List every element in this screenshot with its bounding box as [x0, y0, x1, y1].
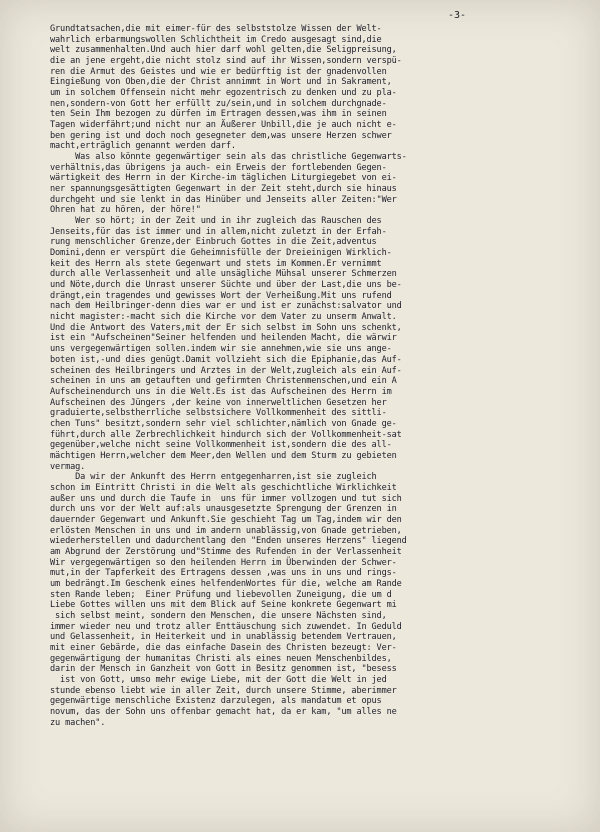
text-line: durch alle Verlassenheit und alle unsägliche Mühsal unserer Schmerzen — [50, 269, 397, 280]
text-line: Was also könnte gegenwärtiger sein als das christliche Gegenwarts- — [50, 152, 407, 163]
text-line: Tagen widerfährt;und nicht nur an Äußerer Unbill,die je auch nicht e- — [50, 120, 397, 131]
text-line: novum, das der Sohn uns offenbar gemacht hat, da er kam, "um alles ne — [50, 707, 397, 717]
text-line: Wer so hört; in der Zeit und in ihr zugleich das Rauschen des — [50, 216, 382, 227]
text-line: außer uns und durch die Taufe in uns für immer vollzogen und tut sich — [50, 493, 402, 504]
text-line: Liebe Gottes willen uns mit dem Blick auf Seine konkrete Gegenwart mi — [50, 600, 397, 611]
text-line: uns vergegenwärtigen sollen.indem wir sie annehmen,wie sie uns ange- — [50, 344, 392, 355]
text-line: stunde ebenso liebt wie in aller Zeit, durch unsere Stimme, aberimmer — [50, 685, 397, 696]
text-line: um bedrängt.Im Geschenk eines helfendenWortes für die, welche am Rande — [50, 578, 402, 589]
text-line: Domini,denn er verspürt die Geheimnisfülle der Dreieinigen Wirklich- — [50, 248, 392, 259]
text-line: ten Sein Ihm bezogen zu dürfen im Ertragen dessen,was ihm in seinen — [50, 109, 387, 120]
text-line: führt,durch alle Zerbrechlichkeit hindurch sich der Vollkommenheit-sat — [50, 429, 402, 440]
text-line: gegenüber,welche nicht seine Vollkommenheit ist,sondern die des all- — [50, 440, 392, 451]
text-line: erlösten Menschen in uns und im andern unablässig,von Gnade getrieben, — [50, 525, 402, 536]
text-line: ist von Gott, umso mehr ewige Liebe, mit der Gott die Welt in jed — [50, 674, 387, 685]
text-line: wärtigkeit des Herrn in der Kirche-im täglichen Liturgiegebet von ei- — [50, 173, 397, 184]
text-line: zu machen". — [50, 717, 106, 728]
text-line: immer wieder neu und trotz aller Enttäuschung sich zuwendet. In Geduld — [50, 621, 402, 632]
typescript-body — [50, 24, 595, 728]
text-line: Aufscheinen des Jüngers ,der keine von innerweltlichen Gesetzen her — [50, 397, 387, 408]
text-line: ben gering ist und doch noch gesegneter dem,was unsere Herzen schwer — [50, 130, 392, 141]
text-line: schon im Eintritt Christi in die Welt als geschichtliche Wirklichkeit — [50, 482, 397, 493]
text-line: ren die Armut des Geistes und wie er bedürftig ist der gnadenvollen — [50, 66, 387, 77]
text-line: gegenwärtigung der humanitas Christi als eines neuen Menschenbildes, — [50, 653, 392, 664]
text-line: sich selbst meint, sondern den Menschen, die unsere Nächsten sind, — [50, 610, 387, 621]
text-line: mächtigen Herrn,welcher dem Meer,den Wellen und dem Sturm zu gebieten — [50, 450, 397, 461]
text-line: wahrlich erbarmungswollen Schlichtheit im Credo ausgesagt sind,die — [50, 34, 382, 45]
text-line: Aufscheinendurch uns in die Welt.Es ist das Aufscheinen des Herrn im — [50, 386, 392, 397]
text-line: Eingießung von Oben,die der Christ annimmt in Wort und in Sakrament, — [50, 77, 392, 88]
text-line: durchgeht und sie lenkt in das Hinüber und Jenseits aller Zeiten:"Wer — [50, 194, 397, 205]
text-line: mut,in der Tapferkeit des Ertragens dessen ,was uns in uns und rings- — [50, 568, 397, 579]
text-line: scheinen in uns am getauften und gefirmten Christenmenschen,und ein A — [50, 376, 397, 387]
text-line: chen Tuns" besitzt,sondern sehr viel schlichter,nämlich von Gnade ge- — [50, 418, 397, 429]
text-line: boten ist,-und dies genügt.Damit vollzieht sich die Epiphanie,das Auf- — [50, 354, 402, 365]
text-line: gegenwärtige menschliche Existenz darzulegen, als mandatum et opus — [50, 696, 382, 707]
text-line: sten Rande leben; Einer Prüfung und liebevollen Zuneigung, die um d — [50, 589, 392, 600]
text-line: scheinen des Heilbringers und Arztes in der Welt,zugleich als ein Auf- — [50, 365, 402, 376]
text-line: ner spannungsgesättigten Gegenwart in der Zeit steht,durch sie hinaus — [50, 184, 397, 195]
text-line: durch uns vor der Welt auf:als unausgesetzte Sprengung der Grenzen in — [50, 504, 397, 515]
text-line: und Gelassenheit, in Heiterkeit und in unablässig betendem Vertrauen, — [50, 632, 397, 643]
text-line: nen,sondern-von Gott her erfüllt zu/sein,und in solchem durchgnade- — [50, 98, 387, 109]
text-line: drängt,ein tragendes und gewisses Wort der Verheißung.Mit uns rufend — [50, 290, 392, 301]
text-line: keit des Herrn als stete Gegenwart und stets im Kommen.Er vernimmt — [50, 258, 382, 269]
text-line: Grundtatsachen,die mit eimer-für des selbststolze Wissen der Welt- — [50, 24, 382, 34]
text-line: Wir vergegenwärtigen so den heilenden Herrn im Überwinden der Schwer- — [50, 557, 397, 568]
text-line: um in solchem Offensein nicht mehr egozentrisch zu denken und zu pla- — [50, 88, 397, 99]
text-line: Ohren hat zu hören, der höre!" — [50, 205, 201, 216]
text-line: die an jene ergeht,die nicht stolz sind auf ihr Wissen,sondern verspü- — [50, 56, 402, 67]
text-line: ist ein "Aufscheinen"Seiner helfenden und heilenden Macht, die wärwir — [50, 333, 397, 344]
text-line: mit einer Gebärde, die das einfache Dasein des Christen bezeugt: Ver- — [50, 642, 397, 653]
text-line: Jenseits,für das ist immer und in allem,nicht zuletzt in der Erfah- — [50, 226, 387, 237]
text-line: und Nöte,durch die Unrast unserer Süchte und über der Last,die uns be- — [50, 280, 402, 291]
text-line: wiederherstellen und dadurchentlang den "Enden unseres Herzens" liegend — [50, 536, 407, 547]
text-line: nach dem Heilbringer-denn dies war er und ist er zunächst:salvator und — [50, 301, 402, 312]
text-line: nicht magister:-macht sich die Kirche vor dem Vater zu unserm Anwalt. — [50, 312, 397, 323]
text-line: Und die Antwort des Vaters,mit der Er sich selbst im Sohn uns schenkt, — [50, 322, 402, 333]
text-line: rung menschlicher Grenze,der Einbruch Gottes in die Zeit,adventus — [50, 237, 377, 248]
text-line: graduierte,selbstherrliche selbstsichere Vollkommenheit des sittli- — [50, 408, 387, 419]
text-line: Da wir der Ankunft des Herrn entgegenharren,ist sie zugleich — [50, 472, 377, 483]
text-line: am Abgrund der Zerstörung und"Stimme des Rufenden in der Verlassenheit — [50, 546, 402, 557]
text-line: welt zusammenhalten.Und auch hier darf wohl gelten,die Seligpreisung, — [50, 45, 397, 56]
text-line: verhältnis,das übrigens ja auch- ein Erweis der fortlebenden Gegen- — [50, 162, 387, 173]
text-line: vermag. — [50, 461, 86, 472]
text-line: dauernder Gegenwart und Ankunft.Sie geschieht Tag um Tag,indem wir den — [50, 514, 402, 525]
text-line: darin der Mensch in Ganzheit von Gott in Besitz genommen ist, "besess — [50, 664, 397, 675]
page-number: -3- — [448, 10, 467, 21]
text-line: macht,erträglich genannt werden darf. — [50, 141, 236, 152]
